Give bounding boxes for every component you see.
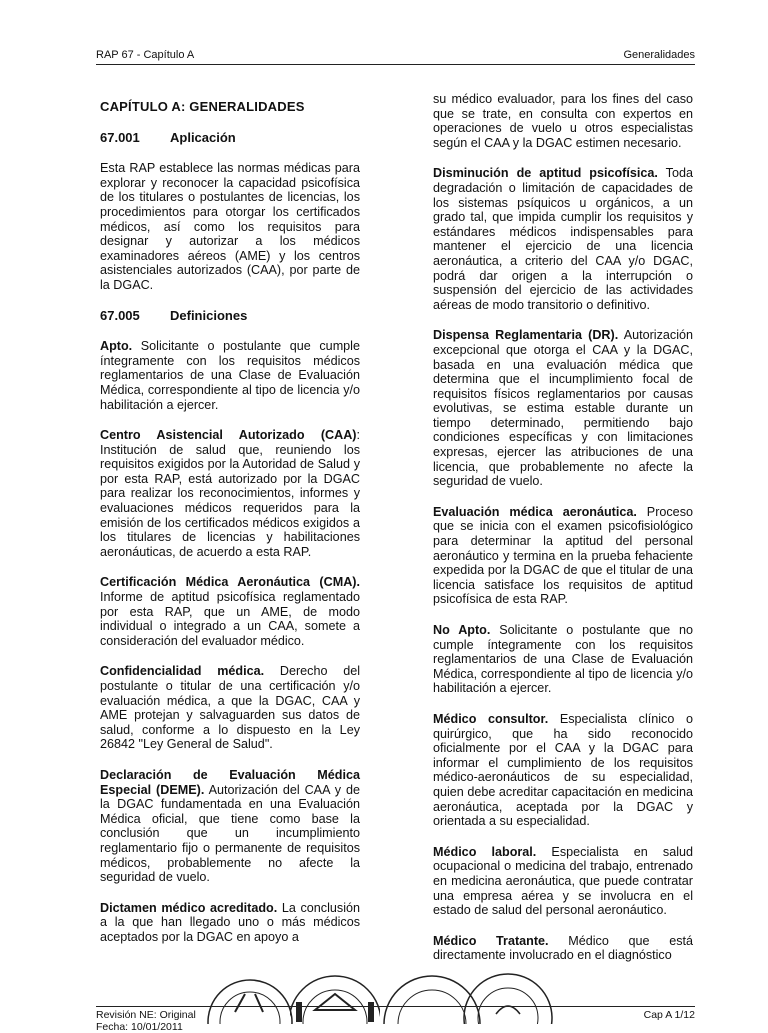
definition-text: Autorización excepcional que otorga el CAA y la DGAC, basada en una evaluación médica que determina que el incumplimiento focal de requisitos físicos reglamentarios por causas evolutivas, se estima estable durante un tiempo determinado, permitiendo bajo condiciones específicas y con limitaciones expresas, ejercer las atribuciones de una licencia, que probablemente no afecte la seguridad de vuelo. [433,328,693,489]
footer-date: Fecha: 10/01/2011 [96,1021,183,1033]
definition-deme [100,768,360,885]
page-footer [96,1006,695,1033]
aplicacion-paragraph: Esta RAP establece las normas médicas para explorar y reconocer la capacidad psicofísica de los titulares o postulantes de licencias, los procedimientos para otorgar los certificados médicos, así como los requisitos para designar y autorizar a los médicos examinadores aéreos (AME) y los centros asistenciales autorizados (CAA), por parte de la DGAC. [100,161,360,292]
definition-text: Autorización del CAA y de la DGAC fundamentada en una Evaluación Médica oficial, que tiene como base la conclusión que un incumplimiento reglamentario fijo o permanente de requisitos médicos, probablemente no afecte la seguridad de vuelo. [100,782,360,885]
definition-text: Informe de aptitud psicofísica reglamentado por esta RAP, que un AME, de modo individual o integrado a un CAA, somete a consideración del evaluador médico. [100,590,360,648]
definition-evaluacion [433,505,693,607]
chapter-title: CAPÍTULO A: GENERALIDADES [100,99,305,114]
section-heading-definiciones [100,309,360,324]
left-column [100,92,360,961]
definition-text: Especialista en salud ocupacional o medicina del trabajo, entrenado en medicina aeronáutica, que puede contratar una empresa aérea y se involucra en el estado de salud del personal aeronáutico. [433,844,693,918]
section-heading-aplicacion [100,131,360,146]
definition-no-apto [433,623,693,696]
right-column [433,92,693,979]
footer-revision: Revisión NE: Original [96,1009,196,1021]
definition-medico-laboral [433,845,693,918]
definition-text: Solicitante o postulante que cumple íntegramente con los requisitos médicos reglamentarios de una Clase de Evaluación Médica, correspondiente al tipo de licencia y/o habilitación a ejercer. [100,339,360,412]
header-section-name: Generalidades [623,49,695,61]
definition-text: La conclusión a la que han llegado uno o más médicos aceptados por la DGAC en apoyo a [100,900,361,944]
definition-term: Centro Asistencial Autorizado (CAA) [100,428,357,443]
section-number: 67.001 [100,129,140,145]
definition-term: Dictamen médico acreditado. [100,900,278,915]
definition-cma [100,575,360,648]
definition-text: Especialista clínico o quirúrgico, que ha sido reconocido oficialmente por el CAA y la DGAC para informar el cumplimiento de los requisitos médico-aeronáuticos de su especialidad, quien debe acreditar capacitación en medicina aeronáutica, aceptada por la DGAC y orientada a su especialidad. [433,711,693,829]
definition-term: Disminución de aptitud psicofísica. [433,166,658,181]
definition-term: Médico laboral. [433,844,537,859]
definition-term: No Apto. [433,623,491,637]
definition-term: Médico consultor. [433,711,549,726]
definition-text: Solicitante o postulante que no cumple íntegramente con los requisitos reglamentarios de una Clase de Evaluación Médica, correspondiente al tipo de licencia y/o habilitación a ejercer. [433,623,693,696]
definition-term: Confidencialidad médica. [100,664,265,679]
footer-page-number: Cap A 1/12 [643,1009,695,1021]
definition-term: Dispensa Reglamentaria (DR). [433,328,619,343]
definition-dictamen [100,901,360,945]
definition-text: : Institución de salud que, reuniendo los requisitos exigidos por la Autoridad de Salud y por esta RAP, está autorizado por la DGAC para realizar los reconocimientos, informes y evaluaciones médicos requeridos para la emisión de los certificados médicos exigidos a los titulares de licencias y habilitaciones aeronáuticas, de acuerdo a esta RAP. [100,428,360,559]
definition-text: Médico que está directamente involucrado en el diagnóstico [433,933,694,963]
section-number: 67.005 [100,307,140,323]
definition-apto [100,339,360,412]
section-title: Definiciones [170,307,248,323]
definition-term: Certificación Médica Aeronáutica (CMA). [100,575,360,590]
definition-medico-consultor [433,712,693,829]
definition-disminucion [433,166,693,312]
definition-confidencialidad [100,664,360,752]
section-title: Aplicación [170,129,236,145]
definition-dispensa [433,328,693,489]
continued-paragraph: su médico evaluador, para los fines del caso que se trate, en consulta con expertos en operaciones de vuelo u otros especialistas según el CAA y la DGAC estimen necesario. [433,92,693,150]
definition-text: Derecho del postulante o titular de una certificación y/o evaluación médica, a que la DGAC, CAA y AME protejan y salvaguarden sus datos de salud, conforme a lo dispuesto en la Ley 26842 "Ley General de Salud". [100,664,361,752]
definition-caa [100,428,360,559]
page-header [96,48,695,65]
definition-term: Evaluación médica aeronáutica. [433,504,637,519]
definition-term: Apto. [100,339,133,354]
header-document-ref: RAP 67 - Capítulo A [96,49,195,61]
definition-term: Declaración de Evaluación Médica Especial (DEME). [100,767,360,797]
definition-text: Toda degradación o limitación de capacidades de los sistemas psíquicos u orgánicos, a un grado tal, que impida cumplir los requisitos y estándares médicos indispensables para mantener el ejercicio de una licencia aeronáutica, a criterio del CAA y/o DGAC, podrá dar origen a la interrupción o suspensión del ejercicio de las actividades aéreas de modo transitorio o definitivo. [433,166,693,312]
definition-text: Proceso que se inicia con el examen psicofisiológico para determinar la aptitud del personal aeronáutico y termina en la prueba fehaciente expedida por la DGAC de que el titular de una licencia satisface los requisitos de aptitud psicofísica de esta RAP. [433,504,693,607]
definition-term: Médico Tratante. [433,933,549,948]
